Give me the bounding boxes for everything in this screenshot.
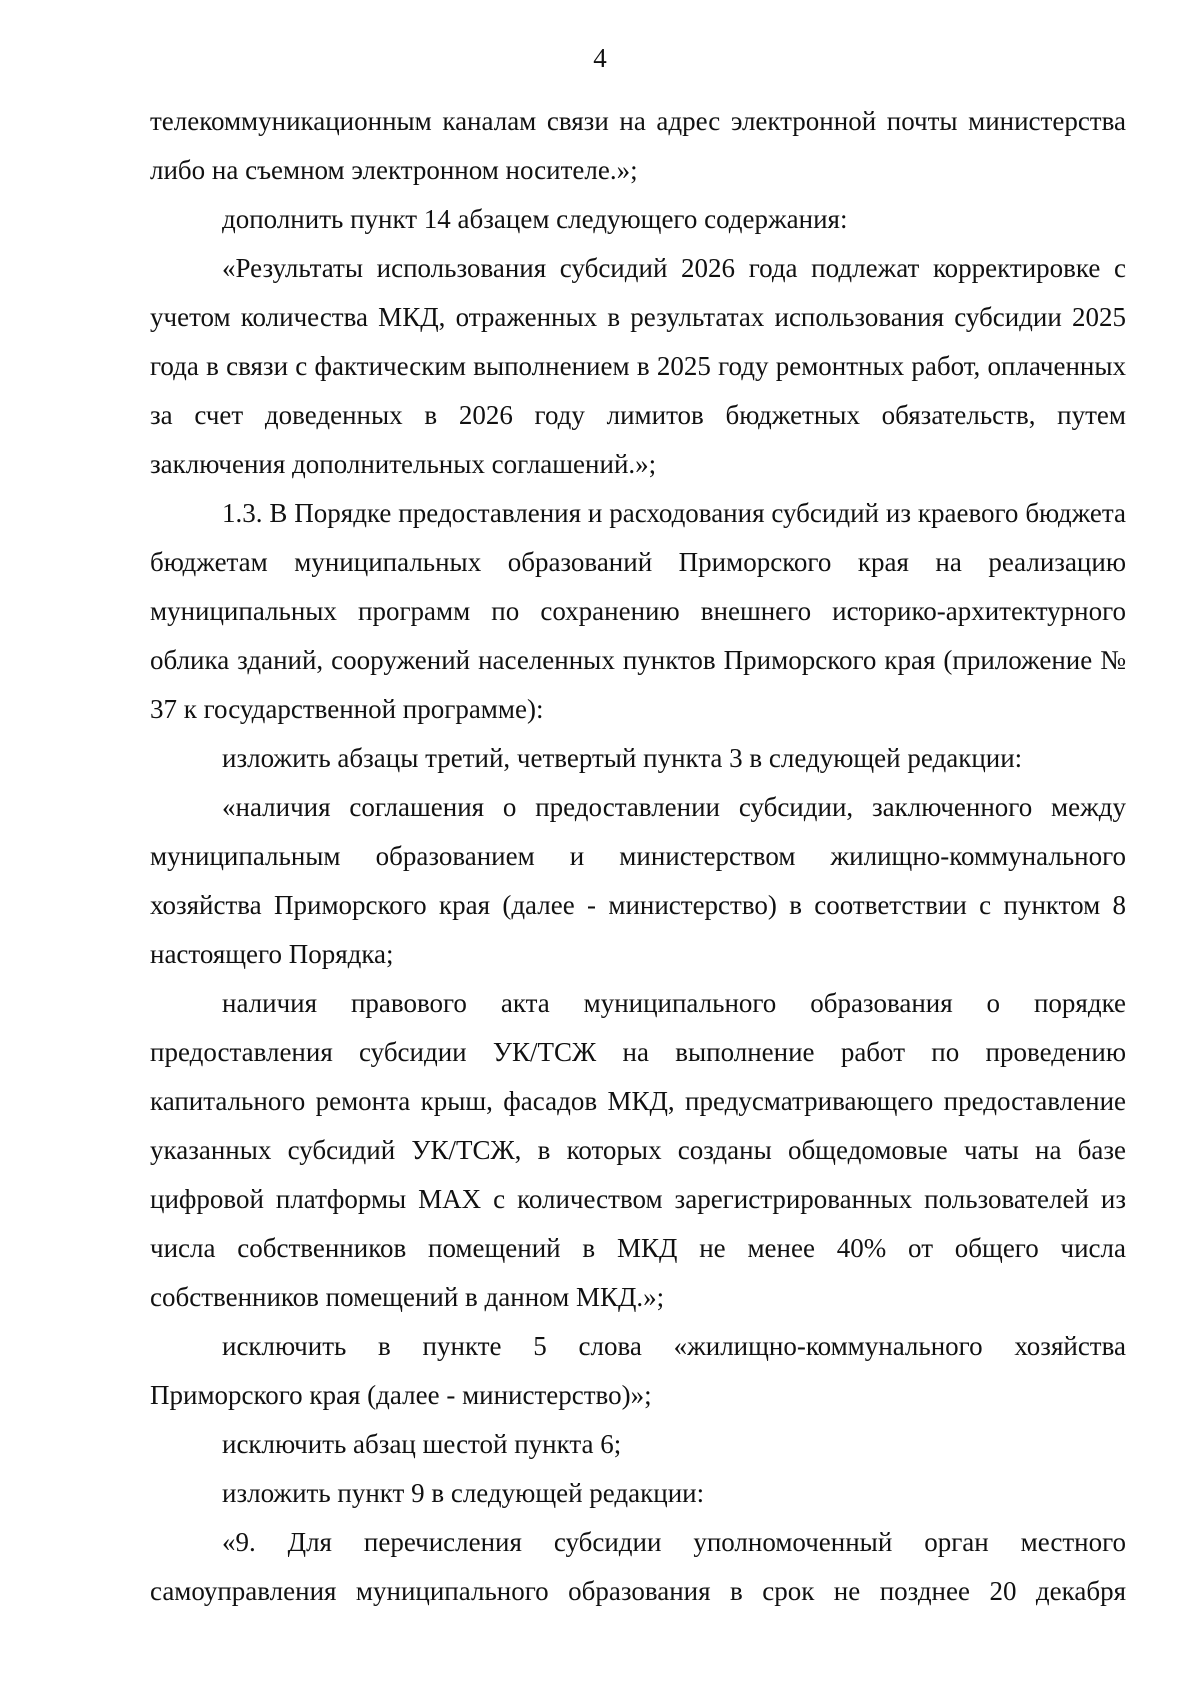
paragraph-amend-item-14: дополнить пункт 14 абзацем следующего содержания:: [222, 204, 848, 234]
document-body: [150, 97, 1126, 1616]
paragraph-exclude-item-5: исключить в пункте 5 слова «жилищно-коммунального хозяйства Приморского края (далее - министерство)»;: [150, 1331, 1126, 1410]
paragraph-amend-item-3: изложить абзацы третий, четвертый пункта 3 в следующей редакции:: [222, 743, 1023, 773]
paragraph-subsidy-results: «Результаты использования субсидий 2026 года подлежат корректировке с учетом количества МКД, отраженных в результатах использования субсидии 2025 года в связи с фактическим выполнением в 2025 году ремонтных работ, оплаченных за счет доведенных в 2026 году лимитов бюджетных обязательств, путем заключения дополнительных соглашений.»;: [150, 253, 1126, 479]
paragraph-agreement-condition: «наличия соглашения о предоставлении субсидии, заключенного между муниципальным образованием и министерством жилищно-коммунального хозяйства Приморского края (далее - министерство) в соответствии с пунктом 8 настоящего Порядка;: [150, 792, 1126, 969]
paragraph-amend-item-9: изложить пункт 9 в следующей редакции:: [222, 1478, 705, 1508]
paragraph-continuation: телекоммуникационным каналам связи на адрес электронной почты министерства либо на съемном электронном носителе.»;: [150, 106, 1126, 185]
paragraph-exclude-item-6: исключить абзац шестой пункта 6;: [222, 1429, 622, 1459]
paragraph-legal-act-condition: наличия правового акта муниципального образования о порядке предоставления субсидии УК/ТСЖ на выполнение работ по проведению капитального ремонта крыш, фасадов МКД, предусматривающего предоставление указанных субсидий УК/ТСЖ, в которых созданы общедомовые чаты на базе цифровой платформы МАХ с количеством зарегистрированных пользователей из числа собственников помещений в МКД не менее 40% от общего числа собственников помещений в данном МКД.»;: [150, 988, 1126, 1312]
paragraph-section-1-3: 1.3. В Порядке предоставления и расходования субсидий из краевого бюджета бюджетам муниципальных образований Приморского края на реализацию муниципальных программ по сохранению внешнего историко-архитектурного облика зданий, сооружений населенных пунктов Приморского края (приложение № 37 к государственной программе):: [150, 498, 1126, 724]
page-number: 4: [593, 43, 607, 73]
paragraph-item-9-text: «9. Для перечисления субсидии уполномоченный орган местного самоуправления муниципального образования в срок не позднее 20 декабря: [150, 1527, 1126, 1606]
